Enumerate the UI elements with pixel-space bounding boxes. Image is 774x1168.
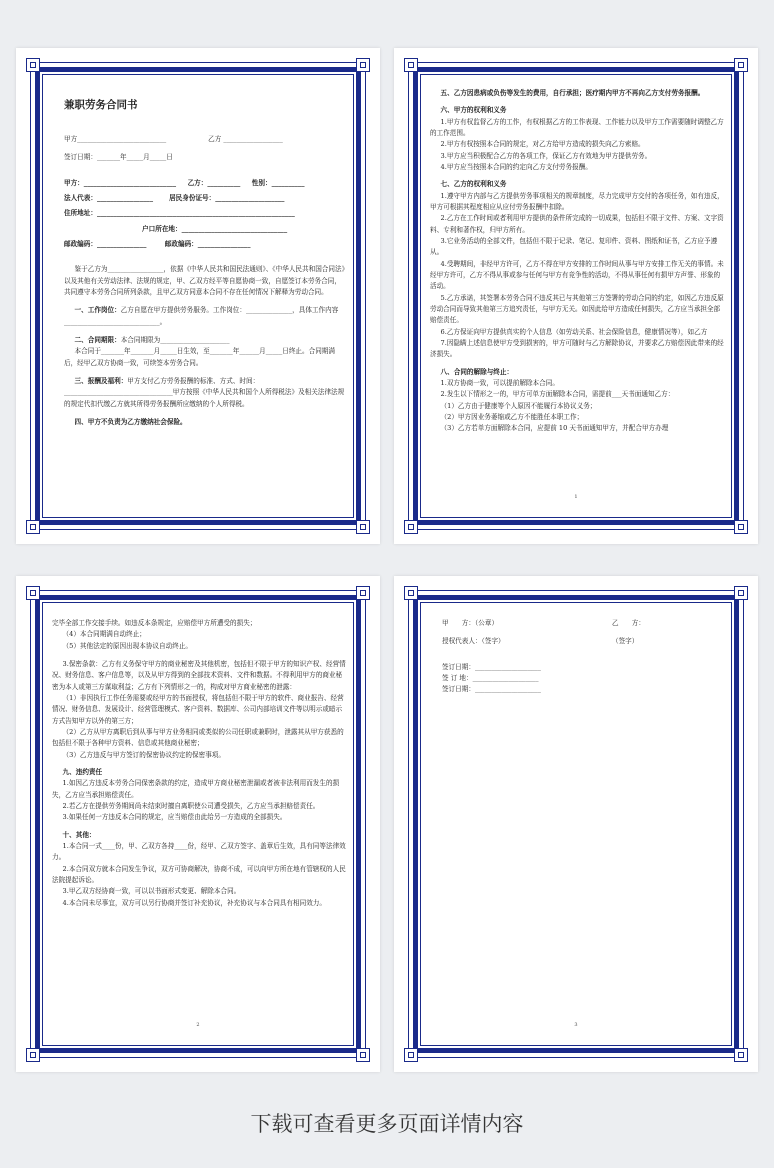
frame-corner <box>356 1048 370 1062</box>
party-b-label: 乙 方： <box>612 619 645 627</box>
party-b-sign: （签字） <box>612 637 639 646</box>
list-item: 2.发生以下情形之一的，甲方可单方面解除本合同，需提前___天书面通知乙方： <box>440 390 675 399</box>
section-heading: 十、其他： <box>62 830 96 839</box>
clause-text: 乙方自愿在甲方提供劳务服务。工作岗位：______________，具体工作内容_____________________________。 <box>64 306 339 326</box>
clause-text: 甲方支付乙方劳务报酬的标准、方式、时间：_________________________________甲方按照《中华人民共和国个人所得税法》及相关法律法规的规定代扣代缴乙方就其所得劳务报酬所应缴纳的个人所得税。 <box>64 376 345 408</box>
list-item: 2.甲方有权按照本合同的规定，对乙方给甲方造成的损失向乙方索赔。 <box>440 140 645 149</box>
clause-2-detail: 本合同于_______年_______月_____日生效，至_______年______月_____日终止。合同期满后，经甲乙双方协商一致，可续签本劳务合同。 <box>64 347 335 367</box>
clause-heading: 一、工作岗位： <box>74 306 121 315</box>
document-page-4 <box>394 576 758 1072</box>
page-number: 3 <box>574 1022 578 1028</box>
frame-corner <box>26 1048 40 1062</box>
list-item: 3.甲乙双方经协商一致，可以以书面形式变更、解除本合同。 <box>62 887 241 896</box>
frame-corner <box>734 586 748 600</box>
frame-corner <box>404 586 418 600</box>
party-line: 户口所在地：________________________________ <box>64 224 288 233</box>
party-line: 甲方：____________________________ 乙方：__________ 性别：__________ <box>64 178 305 187</box>
page-content <box>52 618 346 1042</box>
clause-heading: 二、合同期限： <box>74 335 121 344</box>
signature-row <box>442 636 724 647</box>
list-item: （5）其他法定的原因出现本协议自动终止。 <box>62 641 193 650</box>
list-item: （3）乙方违反与甲方签订的保密协议约定的保密事项。 <box>62 750 225 759</box>
frame-corner <box>26 586 40 600</box>
document-page-3 <box>16 576 380 1072</box>
header-field: 签订日期：_______年_____月_____日 <box>64 153 173 162</box>
frame-corner <box>404 1048 418 1062</box>
sign-date-field: 签订日期：____________________ <box>442 662 541 671</box>
frame-corner <box>734 520 748 534</box>
frame-corner <box>356 586 370 600</box>
list-item: （2）甲方因业务萎缩或乙方不能胜任本职工作； <box>440 412 584 421</box>
clause-4: 四、甲方不负责为乙方缴纳社会保险。 <box>74 417 187 426</box>
document-page-1 <box>16 48 380 544</box>
list-item: 2.本合同双方就本合同发生争议，双方可协商解决，协商不成，可以向甲方所在地有管辖权的人民法院提起诉讼。 <box>52 864 346 884</box>
list-item: 2.若乙方在提供劳务期间尚未结束时擅自离职使公司遭受损失，乙方应当承担赔偿责任。 <box>62 801 320 810</box>
list-item: 4.受聘期间，非经甲方许可，乙方不得在甲方安排的工作时间从事与甲方安排工作无关的事情。未经甲方许可，乙方不得从事或参与任何与甲方有竞争性的活动，不得从事任何有损甲方声誉、形象的活动。 <box>430 259 724 291</box>
clause-2 <box>64 335 346 346</box>
section-heading: 七、乙方的权利和义务 <box>440 180 507 189</box>
list-item: 2.乙方在工作时间或者利用甲方提供的条件所完成的一切成果，包括但不限于文件、方案、文字资料、专利和著作权，归甲方所有。 <box>430 214 724 234</box>
list-item: （3）乙方若单方面解除本合同，应提前 10 天书面通知甲方，并配合甲方办理 <box>440 424 669 433</box>
frame-corner <box>26 58 40 72</box>
clause-heading: 三、报酬及福利： <box>74 376 128 385</box>
list-item: 4.本合同未尽事宜，双方可以另行协商并签订补充协议，补充协议与本合同具有相同效力。 <box>62 898 326 907</box>
list-item: 3.甲方应当积极配合乙方的各项工作，保证乙方有效地为甲方提供劳务。 <box>440 151 652 160</box>
clause-5: 五、乙方因患病或负伤等发生的费用，自行承担；医疗期内甲方不再向乙方支付劳务报酬。 <box>440 89 705 97</box>
page-number: 2 <box>196 1022 200 1028</box>
page-content <box>442 618 724 1042</box>
list-item: 1.遵守甲方内部与乙方提供劳务事项相关的规章制度，尽力完成甲方交付的各项任务，如有违反，甲方可根据其程度相应从应付劳务报酬中扣除。 <box>430 191 724 211</box>
document-page-2 <box>394 48 758 544</box>
section-heading: 九、违约责任 <box>62 767 103 776</box>
list-item: 7.因隐瞒上述信息使甲方受到损害的，甲方可随时与乙方解除协议，并要求乙方赔偿因此带来的经济损失。 <box>430 338 724 359</box>
party-line: 法人代表：_________________ 居民身份证号：_____________________ <box>64 194 285 203</box>
section-heading: 八、合同的解除与终止： <box>440 367 514 376</box>
list-item: 3.如果任何一方违反本合同的规定，应当赔偿由此给另一方造成的全部损失。 <box>62 813 287 822</box>
clause-text: 本合同期限为_____________________ <box>120 335 230 344</box>
signature-row <box>442 618 724 629</box>
list-item: 4.甲方应当按照本合同的约定向乙方支付劳务报酬。 <box>440 162 592 171</box>
frame-corner <box>404 520 418 534</box>
party-line: 住所地址：____________________________________________________________ <box>64 209 295 218</box>
intro-paragraph: 鉴于乙方为_________________，依据《中华人民共和国民法通则》、《中华人民共和国合同法》以及其他有关劳动法律、法规的规定，甲、乙双方经平等自愿协商一致，自愿签订本劳务合同，共同遵守本劳务合同所列条款，且甲乙双方同意本合同不存在任何情况下解释为劳动合同。 <box>64 265 345 296</box>
contract-title: 兼职劳务合同书 <box>64 99 138 111</box>
list-item: 3.它业务活动的全部文件，包括但不限于记录、笔记、复印件、资料、图纸和证书，乙方应予遵从。 <box>430 236 718 257</box>
list-item: （1）非因执行工作任务需要或经甲方的书面授权，将包括但不限于甲方的软件、商业报告、经营情况、财务信息、发展设计、经营管理模式、客户资料、数据库、公司内部培训文件等以明示或暗示方式告知甲方以外的第三方； <box>52 693 344 725</box>
download-prompt[interactable]: 下载可查看更多页面详情内容 <box>250 1112 524 1136</box>
sign-date-field: 签订日期：____________________ <box>442 685 541 694</box>
frame-corner <box>734 1048 748 1062</box>
list-item: 完毕全部工作交接手续。如违反本条规定，应赔偿甲方所遭受的损失； <box>52 619 257 627</box>
page-number: 1 <box>574 494 578 500</box>
page-content <box>430 88 724 514</box>
section-heading: 六、甲方的权利和义务 <box>440 106 507 115</box>
list-item: 5.乙方承诺，其签署本劳务合同不违反其已与其他第三方签署的劳动合同的约定，如因乙方违反原劳动合同而导致其他第三方追究责任，与甲方无关。如因此给甲方造成任何损失，乙方应当承担全部赔偿责任。 <box>430 293 724 325</box>
frame-corner <box>356 520 370 534</box>
list-item: 6.乙方保证向甲方提供真实的个人信息（如劳动关系、社会保险信息，健康情况等），如乙方 <box>440 327 708 336</box>
secrecy-clause: 3.保密条款：乙方有义务保守甲方的商业秘密及其他机密，包括但不限于甲方的知识产权、经营情况、财务信息、客户信息等，以及从甲方得到的全部技术资料、文件和数据。不得利用甲方的商业秘密为本人或第三方谋取利益；乙方有下列情形之一的，构成对甲方商业秘密的泄露： <box>52 659 346 691</box>
party-a-label: 甲 方：（公章） <box>442 619 499 627</box>
list-item: 1.甲方有权监督乙方的工作，有权根据乙方的工作表现、工作能力以及甲方工作需要随时调整乙方的工作范围。 <box>430 117 724 137</box>
list-item: 1.如因乙方违反本劳务合同保密条款的约定，造成甲方商业秘密泄漏或者被非法利用而发生的损失，乙方应当承担赔偿责任。 <box>52 779 340 799</box>
list-item: （2）乙方从甲方离职后到从事与甲方业务相同或类似的公司任职或兼职时，泄露其从甲方获悉的包括但不限于各种甲方资料、信息或其他商业秘密； <box>52 727 344 748</box>
list-item: 1.双方协商一致，可以提前解除本合同。 <box>440 378 559 387</box>
clause-3 <box>64 376 346 410</box>
list-item: （4）本合同期满自动终止； <box>62 630 146 639</box>
clause-1 <box>64 305 346 328</box>
page-content <box>52 84 346 514</box>
list-item: 1.本合同一式____份，甲、乙双方各持____份，经甲、乙双方签字、盖章后生效，具有同等法律效力。 <box>52 841 346 862</box>
list-item: （1）乙方由于健康等个人原因不能履行本协议义务； <box>440 401 597 410</box>
party-line: 邮政编码：_______________ 邮政编码：________________ <box>64 240 251 249</box>
frame-corner <box>26 520 40 534</box>
frame-corner <box>404 58 418 72</box>
rep-label: 授权代表人：（签字） <box>442 637 505 646</box>
frame-corner <box>734 58 748 72</box>
frame-corner <box>356 58 370 72</box>
header-field: 甲方___________________________ 乙方 __________________ <box>64 135 283 144</box>
sign-place-field: 签 订 地：____________________ <box>442 673 539 682</box>
